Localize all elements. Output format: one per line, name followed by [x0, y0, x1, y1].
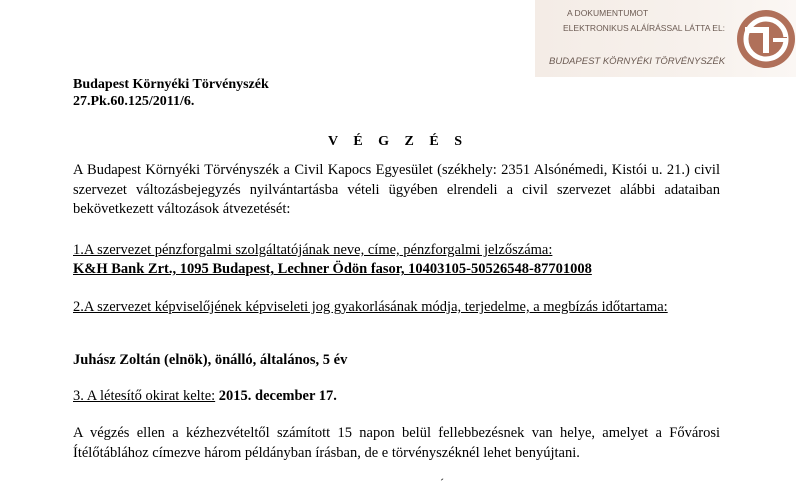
founding-date: 2015. december 17. — [218, 388, 337, 404]
section1-value: K&H Bank Zrt., 1095 Budapest, Lechner Ödön fasor, 10403105-50526548-87701008 — [73, 261, 592, 277]
court-name: Budapest Környéki Törvényszék — [73, 77, 269, 92]
appeal-paragraph: A végzés ellen a kézhezvételtől számított 15 napon belül fellebbezésnek van helye, amelyet a Fővárosi Ítélőtáblához címezve három példányban írásban, de e törvényszéknél lehet benyújtani. — [73, 425, 720, 461]
section3 — [73, 388, 337, 405]
section3-label: 3. A létesítő okirat kelte: — [73, 388, 216, 404]
section1-heading: 1.A szervezet pénzforgalmi szolgáltatójának neve, címe, pénzforgalmi jelzőszáma: — [73, 242, 553, 258]
stamp-court-name: BUDAPEST KÖRNYÉKI TÖRVÉNYSZÉK — [549, 56, 726, 67]
stamp-line-1: A DOKUMENTUMOT — [567, 8, 649, 18]
section2-heading: 2.A szervezet képviselőjének képviseleti jog gyakorlásának módja, terjedelme, a megbízás időtartama: — [73, 299, 668, 315]
intro-paragraph: A Budapest Környéki Törvényszék a Civil Kapocs Egyesület (székhely: 2351 Alsónémedi, Kistói u. 21.) civil szervezet változásbejegyzés nyilvántartásba vételi ügyében elrendeli a civil szervezet alábbi adataiban bekövetkezett változások átvezetését: — [73, 162, 720, 217]
case-number: 27.Pk.60.125/2011/6. — [73, 94, 195, 109]
electronic-signature-stamp — [535, 0, 796, 77]
document-title: V É G Z É S — [327, 134, 469, 149]
representative-name: Juhász Zoltán (elnök) — [73, 352, 208, 368]
representation-details: , önálló, általános, 5 év — [207, 352, 348, 368]
stamp-line-2: ELEKTRONIKUS ALÁÍRÁSSAL LÁTTA EL: — [563, 23, 726, 33]
footer-mark: ´ — [440, 476, 444, 490]
court-seal-icon — [735, 8, 796, 70]
section2-value — [73, 352, 347, 369]
